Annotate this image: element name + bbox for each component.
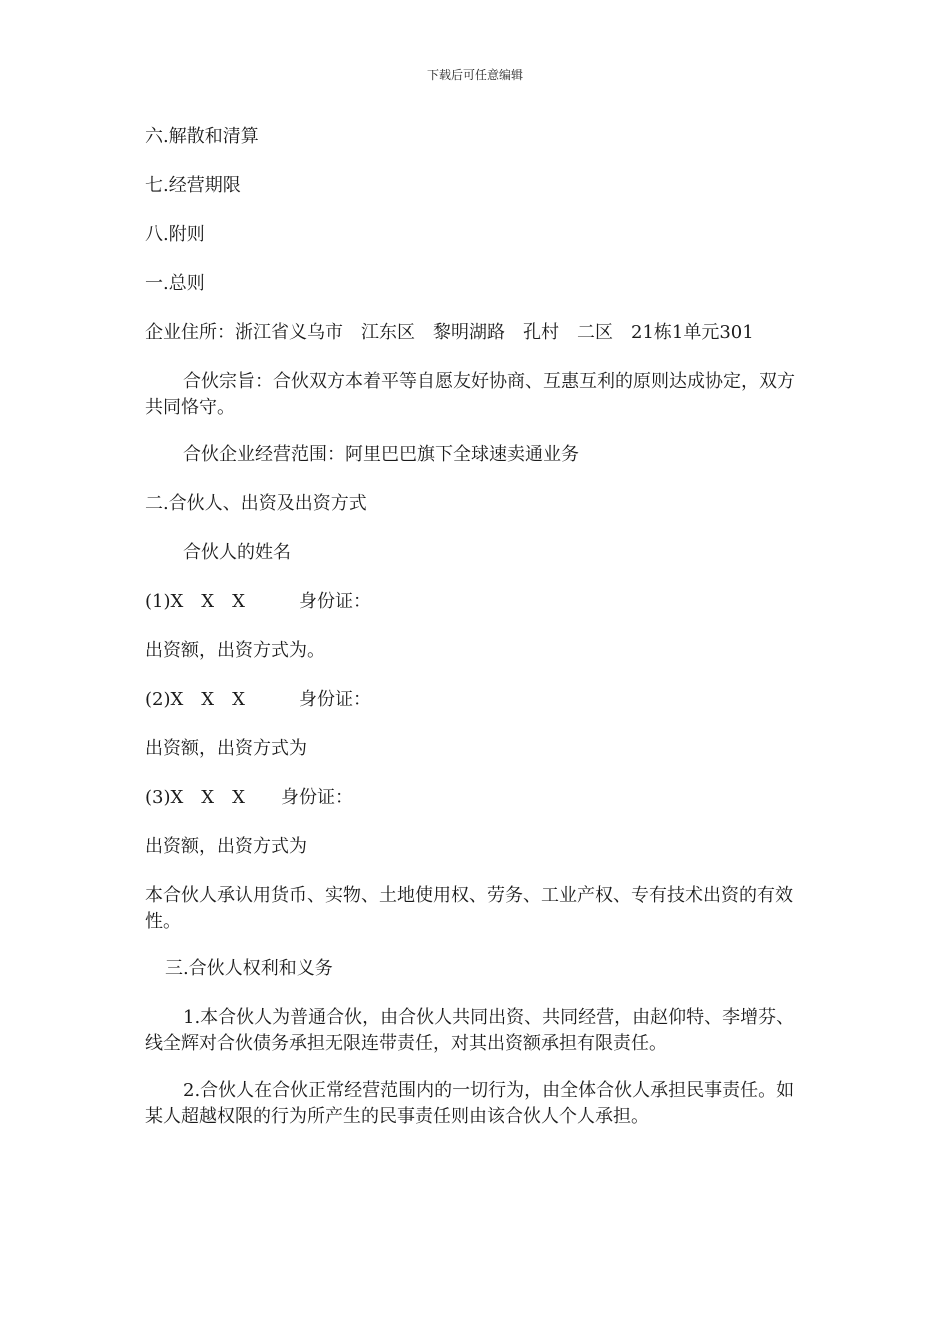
company-address: 企业住所：浙江省义乌市 江东区 黎明湖路 孔村 二区 21栋1单元301 [145, 322, 754, 343]
partner-names-label: 合伙人的姓名 [183, 542, 291, 563]
header-note: 下载后可任意编辑 [426, 68, 523, 82]
toc-item-appendix: 八.附则 [145, 224, 205, 245]
business-scope: 合伙企业经营范围：阿里巴巴旗下全球速卖通业务 [183, 444, 579, 465]
toc-item-term: 七.经营期限 [145, 175, 241, 196]
partner-3-line: (3)X X X 身份证： [145, 787, 353, 808]
partner-2-line: (2)X X X 身份证： [145, 689, 371, 710]
contribution-validity: 本合伙人承认用货币、实物、土地使用权、劳务、工业产权、专有技术出资的有效性。 [145, 885, 793, 932]
section-heading-rights: 三.合伙人权利和义务 [165, 958, 333, 979]
partner-2-contribution: 出资额，出资方式为 [145, 738, 307, 759]
rights-item-2: 2.合伙人在合伙正常经营范围内的一切行为，由全体合伙人承担民事责任。如某人超越权限的行为所产生的民事责任则由该合伙人个人承担。 [145, 1080, 795, 1127]
section-heading-partners: 二.合伙人、出资及出资方式 [145, 493, 367, 514]
partner-3-contribution: 出资额，出资方式为 [145, 836, 307, 857]
partner-1-line: (1)X X X 身份证： [145, 591, 371, 612]
section-heading-general: 一.总则 [145, 273, 205, 294]
rights-item-1: 1.本合伙人为普通合伙，由合伙人共同出资、共同经营，由赵仰特、李增芬、线全辉对合伙债务承担无限连带责任，对其出资额承担有限责任。 [145, 1007, 795, 1054]
partnership-purpose: 合伙宗旨：合伙双方本着平等自愿友好协商、互惠互利的原则达成协定，双方共同恪守。 [145, 371, 795, 418]
partner-1-contribution: 出资额，出资方式为。 [145, 640, 325, 661]
toc-item-dissolution: 六.解散和清算 [145, 126, 259, 147]
